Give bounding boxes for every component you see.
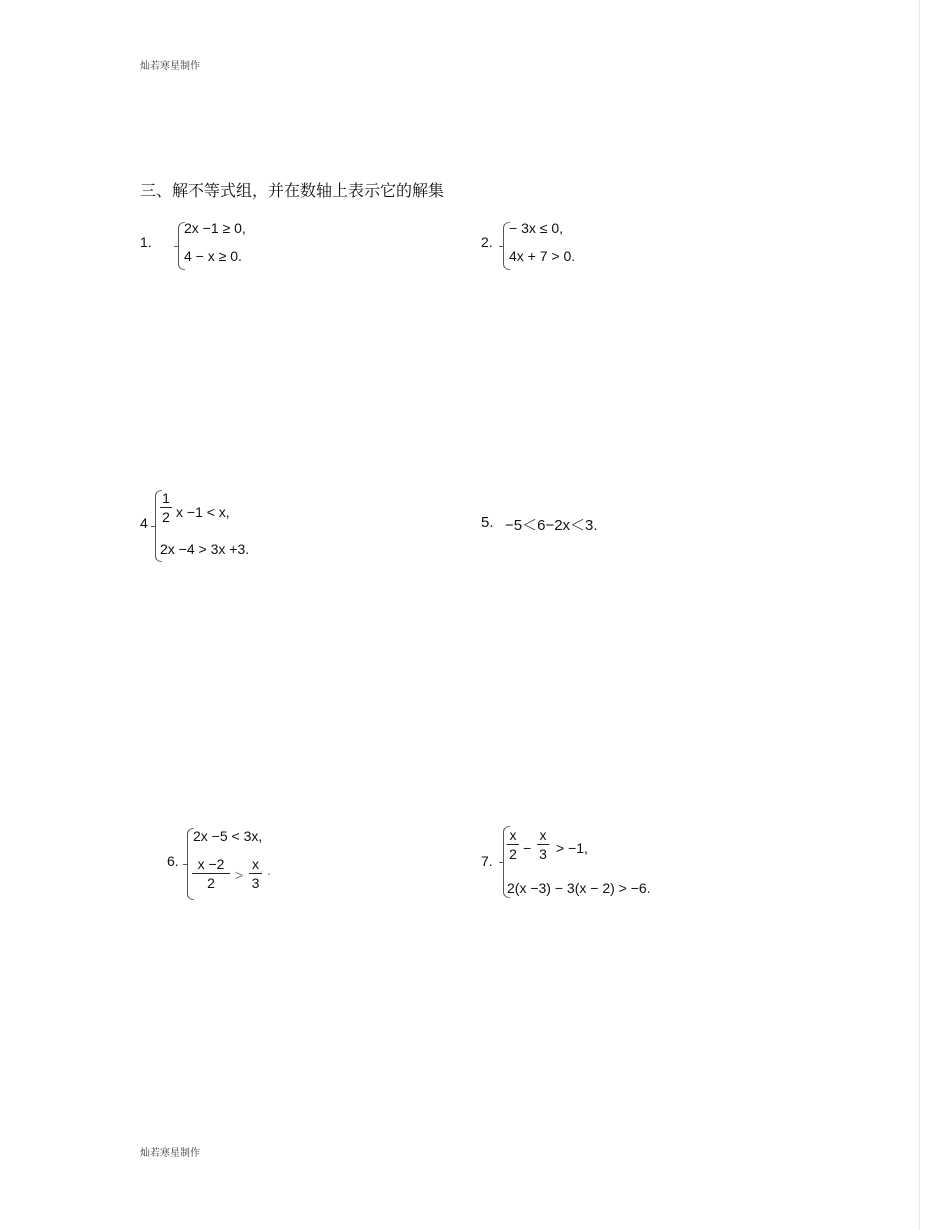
problem-7-fraction-2-denominator: 3 [539,846,547,862]
problem-4-number: 4 [140,515,148,531]
fraction-bar [507,844,519,845]
problem-6-fraction-1-numerator: x −2 [197,856,225,872]
problem-6-end: . [267,862,271,878]
problem-2-line-1: − 3x ≤ 0, [509,220,563,236]
problem-6-number: 6. [167,853,179,869]
problem-1-number: 1. [140,234,152,250]
problem-7-number: 7. [481,853,493,869]
page-header: 灿若寒星制作 [140,61,200,72]
problem-5-expression: −5＜6−2x＜3. [505,517,598,534]
problem-6-fraction-2-numerator: x [252,856,259,872]
page-edge [919,0,920,1230]
problem-7-fraction-1-denominator: 2 [509,846,517,862]
problem-7-minus: − [523,840,532,856]
problem-7-fraction-1-numerator: x [509,827,517,843]
problem-5-number: 5. [481,514,494,531]
problem-7-fraction-2-numerator: x [539,827,547,843]
problem-6-fraction-2 [249,856,262,891]
problem-4-fraction-denominator: 2 [162,509,170,525]
problem-2-line-2: 4x + 7 > 0. [509,248,576,264]
fraction-bar [537,844,549,845]
fraction-bar [192,873,230,874]
problem-4-fraction-numerator: 1 [162,490,170,506]
problem-1-line-2: 4 − x ≥ 0. [184,248,242,264]
problem-1-line-1: 2x −1 ≥ 0, [184,220,246,236]
problem-2-number: 2. [481,234,493,250]
problem-6-fraction-2-denominator: 3 [251,875,260,891]
problem-6-fraction-1-denominator: 2 [207,875,215,891]
problem-6-greater-than: > [235,867,244,883]
problem-4-fraction [160,490,172,525]
problem-7-fraction-1 [507,827,519,862]
problem-7-line-1: > −1, [556,840,588,856]
problem-4-line-2: 2x −4 > 3x +3. [160,541,250,557]
section-title: 三、解不等式组，并在数轴上表示它的解集 [140,181,445,200]
problem-7-line-2: 2(x −3) − 3(x − 2) > −6. [507,880,651,896]
problem-6-fraction-1 [192,856,230,891]
problem-4-line-1: x −1 < x, [176,504,230,520]
fraction-bar [160,507,172,508]
problem-6-line-1: 2x −5 < 3x, [193,828,263,844]
page-footer: 灿若寒星制作 [140,1148,200,1159]
problem-7-fraction-2 [537,827,549,862]
fraction-bar [249,873,262,874]
